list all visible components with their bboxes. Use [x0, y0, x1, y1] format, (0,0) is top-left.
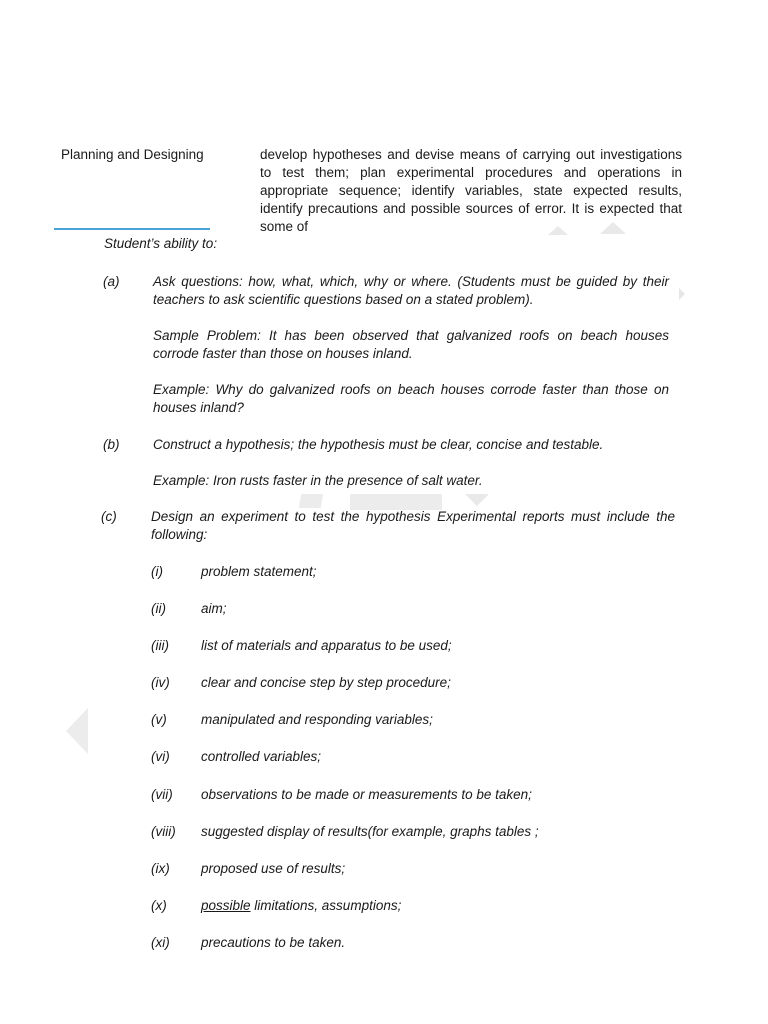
watermark-triangle-left-icon: [66, 708, 88, 754]
subitem-number: (iv): [151, 675, 170, 690]
subitem-text: suggested display of results(for example, graphs tables ;: [201, 824, 539, 839]
watermark-triangle-down-icon: [465, 494, 489, 506]
subitem-text: list of materials and apparatus to be used;: [201, 638, 452, 653]
subitem-text: aim;: [201, 601, 227, 616]
intro-text: Student’s ability to:: [104, 236, 218, 251]
item-b-example: Example: Iron rusts faster in the presence of salt water.: [153, 473, 483, 488]
subitem-number: (vi): [151, 749, 170, 764]
subitem-number: (xi): [151, 935, 170, 950]
section-description: develop hypotheses and devise means of carrying out investigations to test them; plan experimental procedures and operations in appropriate sequence; identify variables, state expected results, identify precautions and possible sources of error. It is expected that some of: [260, 147, 682, 234]
item-a-sample: Sample Problem: It has been observed that galvanized roofs on beach houses corrode faster than those on houses inland.: [153, 328, 669, 361]
subitem-text: proposed use of results;: [201, 861, 346, 876]
section-divider: [54, 228, 210, 230]
item-marker-a: (a): [103, 274, 120, 289]
item-a-text: Ask questions: how, what, which, why or where. (Students must be guided by their teachers to ask scientific questions based on a stated problem).: [153, 274, 669, 307]
subitem-number: (viii): [151, 824, 176, 839]
subitem-underlined-word: possible: [201, 898, 251, 913]
item-marker-c: (c): [101, 509, 117, 524]
subitem-text: controlled variables;: [201, 749, 322, 764]
subitem-number: (iii): [151, 638, 169, 653]
subitem-number: (i): [151, 564, 163, 579]
subitem-number: (x): [151, 898, 167, 913]
subitem-text: manipulated and responding variables;: [201, 712, 433, 727]
subitem-number: (ii): [151, 601, 166, 616]
item-b-text: Construct a hypothesis; the hypothesis must be clear, concise and testable.: [153, 437, 604, 452]
watermark-triangle-right-icon: [679, 288, 685, 300]
item-c-text: Design an experiment to test the hypothesis Experimental reports must include the following:: [151, 509, 675, 542]
subitem-text-rest: limitations, assumptions;: [250, 898, 402, 913]
subitem-text: precautions to be taken.: [201, 935, 346, 950]
subitem-text: problem statement;: [201, 564, 317, 579]
subitem-text: observations to be made or measurements to be taken;: [201, 787, 532, 802]
section-label: Planning and Designing: [61, 147, 204, 162]
subitem-number: (ix): [151, 861, 170, 876]
subitem-text: [201, 897, 401, 915]
watermark-block: [299, 494, 323, 508]
subitem-number: (v): [151, 712, 167, 727]
item-a-example: Example: Why do galvanized roofs on beach houses corrode faster than those on houses inland?: [153, 382, 669, 415]
item-marker-b: (b): [103, 437, 120, 452]
subitem-number: (vii): [151, 787, 173, 802]
subitem-text: clear and concise step by step procedure;: [201, 675, 451, 690]
